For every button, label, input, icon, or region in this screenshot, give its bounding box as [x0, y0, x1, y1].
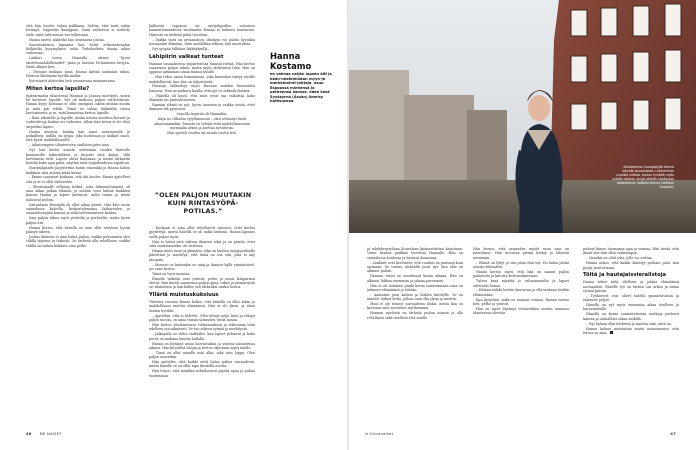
body-paragraph: – Ajatteliin, että ei helvetti. Olen tehnyt nelja lasta ja tehnyt paljon muuta, en anna tämän sairauden viedä minua. — [149, 313, 255, 323]
body-paragraph: Hannan mielestä on tärkeää puhua asiasta ja olla rehellinen sekä itselleen että muille. — [367, 311, 463, 320]
body-paragraph: Hän on myös löytänyt vertaistukea muista samassa tilanteessa olevista. — [473, 307, 569, 316]
right-page-column-1 — [367, 247, 463, 427]
body-paragraph: – Elämä on lyhyt ja sitä pitää elää nyt. En halua jättää asioita tekemättä. — [473, 260, 569, 269]
body-paragraph: Nyt syöpää hillitään lääkityksellä. — [152, 46, 209, 51]
body-paragraph: Hanna on löytänyt uusia harrastuksia ja ystäviä sairautensa aikana. Hän kirjoittaa blogia ja kertoo arjestaan myös muille. — [149, 341, 255, 350]
profile-name-last: Kostamo — [270, 60, 312, 71]
body-paragraph: että hän huolee siihen palkkaan. Selvisi, että tauti onkin levinnyt, loppuikin kumppani. Siinä vaiheessa ei tiedetty vielä, mitä tulevaisuus tuo tullessaan. — [26, 24, 130, 37]
body-paragraph: Hannan sosiaalisessa ympäristössä ihmisiä riittää. Hän kertoo osaavansa paljon tukea, mutta myös jättävänsä tilaa. Hän on oppinut antamaan oman tilansa toisille. — [149, 61, 255, 75]
section-heading: Ylläriä muistuskuksiuus — [149, 292, 219, 299]
body-paragraph: Moni ei ole tiennyt sairaudesta aluksi, mutta hän on kertonut siitä avoimesti myöhemmin. — [367, 302, 463, 311]
body-paragraph: – Muistamalle sellaisia hetkiä, joita lukuunottamatta oli aina aikaa jatkaa elämää, ja mitään voisi laittaa kaikkien kanssa Hanna ja lapset kertoivat, miltä tuntui ja mistä halusivat puhua. — [26, 184, 130, 202]
body-paragraph: – Olemme mukana siinä, Hanna kiittää sairaalan tukea. Hoitoon lähdimme hyvillä mielin. — [26, 69, 130, 79]
body-paragraph: ja tulehduspotilaan Kouvalaan käännettävinä katsotaan. Viime kesänä paikkaa tarvittiin Hannalle. Hän on sairaalassa hoidossa ja hyvässä kunnossa. — [367, 247, 463, 260]
body-paragraph: Hanna mietti, näkeekö hän seuraavaa joulua. — [29, 37, 105, 42]
body-paragraph: Huonoja välituuloja myös Hannan muiden haasteiden lomassa. Niin on mukava kuulla, että nyt on tärkeää ihmisiä. — [149, 84, 255, 93]
body-paragraph: – Onneksi on ollut joku, jolle voi soittaa. — [586, 256, 653, 261]
quote-paragraph: Sancilla liepivää oli Hannahin: — [176, 112, 228, 117]
body-paragraph: Hannan vointi on muuttunut kesän aikana. Hän on alkanut liikkua enemmän ja jaksaa paremmin. — [367, 274, 463, 283]
body-paragraph: Hanna kertoo myös, että hän on saanut paljon palautetta ja kiitosta kertomuksestaan. — [473, 269, 569, 279]
left-page-column-1 — [26, 24, 130, 426]
body-paragraph: – Monesti se kuitenkin on näin ja ihmiset kyllä ymmärtävät, jos vaan kertoo. — [149, 262, 255, 271]
body-paragraph: Hänellä on nyt myös enemmän aikaa itselleen ja harrastuksille. — [583, 303, 679, 312]
profile-bio: ee vaimaa neljän lapsen äiti ja kään-nöstoimiston myyn-ja markkinointi-johtaja. asuu Espoossa miehensä ja perheensä kanssa. edee kesä Syväsyrnä (Ärpän) ilmeisy hultisuussa. — [270, 72, 332, 104]
photo-caption: Aikaisemmin kauppatytöt Hanna kävivät kuvauksissa. Liikkuminen suurisiä viikkoa, tuntuu hyvältä myös syövän aikana. Kuvat otettiin kesäsyssa kotisataman kalliolla Hanna Lahtisen taustalla. — [612, 165, 674, 189]
body-paragraph: Lääkäri totesi Hannalle olevan ”hyvät taistelumahdollisuudet” pään ja luuston leviämiseen liittyen. Hoito alkaisi heti. — [26, 56, 130, 69]
photo-illustration — [349, 0, 696, 233]
section-heading: Miten kertoa lapsille? — [26, 85, 90, 92]
body-paragraph: – Nyt haluan elää hetkessä ja nauttia siitä, mitä on. — [586, 321, 672, 326]
body-paragraph: Hanna tekee töitä edelleen ja jatkaa elämäänsä normaalisti. Hänelle työ on tärkeä osa arkea ja antaa rytmiä päiviin. — [583, 280, 679, 293]
pull-quote: ”OLEN PALJON MUUTAKIN KUIN RINTASYÖPÄ-POTILAS.” — [154, 191, 252, 215]
section-heading: Töitä ja hautajaisvierailstoja — [583, 272, 666, 279]
body-paragraph: Hanna kertoo, että hänellä on aina ollut erityisen hyvää pääsyä tukeen. — [26, 225, 130, 234]
body-paragraph: Hän kertoo, että sairauden myötä moni asia on muuttunut. Hän arvostaa pieniä hetkiä ja läheisiä enemmän. — [473, 247, 569, 260]
body-paragraph: – Koskaan ei aina ollut rehellisesti sanonut, ettei kertoa pyydettyä, mutta hänellä se oli mikä tiedossa. Hanna lapsuus siellä palasi myös. — [149, 226, 255, 239]
body-paragraph: – Ihan aikuisille ja lapsille, koska asioita muuttuu kovasti ja vaihtoehtoja hoidon eri vaiheissa, silloin kun tietoa ei ole ollut tarpeeksi lapset. — [26, 116, 130, 129]
body-paragraph: – Jalkapallo on tullut tärkeäksi, kun lapset pelaavat ja koko perhe on mukana kentän laidalla. — [149, 332, 255, 341]
body-paragraph: Hannan elämä on nyt, hyvin tasainen ja vaikka tietää, ettei ihminen elä pysyvästi. — [149, 103, 255, 112]
body-paragraph: – Työkaverit ovat olleet todella ymmärtäväisiä ja tukeneet paljon. — [583, 293, 679, 303]
body-paragraph: Nyt hän kertoi asiasta seitsemän vuoden ikäiselle kauniaisille kaksoisilleen ja kirjoitti siitä kirjan, sillä kertomista riitti. Lapset olivat kanssaan, ja tuntui tärkeältä heittää koko ajan pitää, näyttää mitä syöpähoidossa tapahtuu. — [26, 148, 130, 166]
body-paragraph: Sairaalassa Hannalla oli ollut aikaa päivät. Hän kävi usein sairaalassa kahvilla, keskustelemassa lääkäreiden ja sairaanhoitajien kanssa ja mitä tulevaisuuteen kuuluu. — [26, 202, 130, 216]
body-paragraph: Hän ajattelee, että kaikki eivät halua puhua sairaudesta, mutta hänelle se on ollut tapa käsitellä asioita. — [149, 360, 255, 369]
body-paragraph: Hän ei halua siitä vahvan ihmisen siksi ja on päivää, ettei siitä sairastamiskin ole tiedossa. — [149, 239, 255, 248]
body-paragraph: – Hän tekee omaa hommaansa, joka kuitenkin siirtyy toisille mahdollisesti, kun hän on tyhjentävää. — [149, 75, 255, 84]
body-paragraph — [583, 327, 679, 336]
portrait-photo — [349, 0, 696, 233]
body-paragraph: Hänelle tärkeää ovat ystävät, perhe ja muut lähipiirissä olevat. Hän kertoi saaneensa paljon apua, tukea ja ymmärrystä eri tilanteissa ja hän kokee sen tärkeäksi osaksi hoitoa. — [149, 276, 255, 290]
body-paragraph: – Emme sanoneet koskaan, että äiti kuolee. Emme ajatelleet sitä ja se ei ollut vaihtoehto. — [26, 175, 130, 184]
body-paragraph: Saavatuksensa tapaama hän heitti erikoissairaalan lääkäriltä kysymyksen: onko Terhokodista tämän aikaa vaiheessa? — [26, 42, 130, 56]
left-page-column-2 — [149, 24, 255, 426]
folio-right-url: is.fi/menaiset — [365, 432, 394, 436]
body-paragraph: Hänellä on kesän suunnitelmissa matkoja perheen kanssa ja rauhallista aikaa mökillä. — [583, 312, 679, 321]
body-paragraph: – Haluan nähdä lasteni kasvavan ja olla mukana heidän elämässään. — [473, 288, 569, 297]
folio-left — [26, 432, 62, 436]
body-paragraph: Tämä on hyvä muistaa. — [152, 271, 191, 276]
body-paragraph: pitänyt hänen huomansa ajan ja voimaa. Hän tietää, että ilman sitä olisi ollut vaikeampaa. — [583, 247, 679, 256]
body-paragraph: Tuleva kesä näyttää jo valoisammalta ja lapset odottavat lomaa. — [473, 279, 569, 288]
body-paragraph: kallioista tapaavat tai sytöpilujoiden voitaessa hanmattomuudesta huolimatta Hanna ei haluaisi hautautua. Hänestä on tärkeää pitää tavoittaa. — [149, 24, 255, 37]
body-paragraph: Epävarmassa tilanteessa Hannaa ja Jannea mietitytti, miten he kertovat lapsille. Nyt oli tiedossa paljon selvitettävää. Hanna kysyi Kostamo ei ollut enempää oikein mitään muuta ja mitä piti tehdä. Tämä on vähän lääkäriltä tietoa kertomisesta ja se, mitä kannattaa kertoa lapsille. — [26, 93, 130, 116]
body-paragraph: Hän toivoo, että muutkin uskaltaisivat pyytää apua ja puhua tunteistaan. — [149, 369, 255, 378]
folio-right — [670, 432, 676, 436]
body-paragraph: Hanna uskoo, että kaikki kääntyy parhain päin, kun pysyy positiivisena. — [583, 261, 679, 270]
body-paragraph: Tulevina vuosina Hanna kokee, että hänellä on ollut aikaa ja mahdollisuus miettiä elämäänsä. Hän ei ole yksin, ja tämä tuntuu hyvältä. — [149, 300, 255, 313]
left-page — [0, 0, 347, 450]
end-mark-icon — [610, 331, 613, 334]
body-paragraph: – Lääkärit ovat kertoneet, että vointini on parempi kuin aiemmin. Se tuntuu tärkeältä juuri nyt, kun arki on alkanut palata. — [367, 260, 463, 274]
profile-name-first: Hanna — [270, 51, 301, 61]
body-paragraph: Hän ei ole halunnut jäädä kotiin sairastamaan vaan on jatkanut elämäänsä ja töitään. — [367, 283, 463, 292]
body-paragraph: – Tämä on ollut minulle uusi alku, eikä vain loppu. Olen paljon muutakin. — [149, 350, 255, 360]
body-paragraph: – Vaikka tauti on arvaamaton, ilmiinen voi palata hyvinkin normaaliin elämään. Näin mielellään tekisin, hän muistuttaa. — [149, 37, 255, 46]
profile-sidebar — [270, 52, 332, 104]
body-paragraph: Hän kertoo aloittaneensa valmennuksen ja tekevänsä töitä edelleen osa-aikaisesti. Se tuo arkeen rytmiä ja merkitystä. — [149, 322, 255, 332]
body-paragraph: Sytostaatit aloitettiin heti seuraavana maanantaina. — [29, 79, 116, 84]
right-page — [349, 0, 696, 450]
body-paragraph: Kun kysytään, mikä on antanut voimaa, Hanna vastaa heti: perhe ja ystävät. — [473, 297, 569, 307]
right-page-column-2 — [473, 247, 569, 427]
quote-paragraph: Käyn ne tilkoista sytyttanmuun – olen selvinnyt tästä aikaisemminkin. Parasta on tyttäät ettäi mahdollisuutena normaalia arkea ja asettaa tavoitteita. — [154, 117, 250, 130]
quote-paragraph: Hän ajatteli vuoden tai monta vuotta sitä. — [167, 130, 237, 135]
body-paragraph: Hanna myös tunsi ja ymmärsi, joka on kuuluu syöpäpotilaalle päivittäin ja mietittyä, että tämä on osa sitä, joka ei näy ulospäin. — [149, 248, 255, 262]
body-paragraph: Syntymäpäivät järjestettiin kuten ennenkin ja Hanna halusi kaikkien siitä arjesta pitää kiinni. — [26, 166, 130, 175]
page-number: 46 — [26, 432, 32, 436]
body-paragraph-text: Hanna haluaa muistuttaa muita sairastuneita, että toivoa on aina. — [583, 326, 679, 335]
body-paragraph: – Aikuisempien tilanteeseen sisältäen juttu aina. — [29, 143, 110, 148]
magazine-name: ME NAISET — [39, 432, 62, 436]
section-heading: Lähipiirin vaikeat tunteet — [149, 53, 224, 60]
body-paragraph: Hanna muistaa, kuinka hän sanoi nuorimmalle ja poikalleen: äidillä on syöpä, joka hoidetaan ja lääkäri sanoi, että hyvät mahdollisuudet. — [26, 129, 130, 143]
body-paragraph: – Hänellä oli kuuti, että asiat eivät saa vaikuttaa koko elämään tai parisuhteeseen. — [149, 93, 255, 103]
body-paragraph: – Aamuisin juon kahvin ja lähden kävelylle. Se on minulle tärkeä hetki, jolloin saan olla yksin ja miettiä. — [367, 292, 463, 302]
body-paragraph: Joskus ihminen ei aina halua puhua, vaikka puhuminen olisi välillä tarpeen ja tärkeää. On tärkeää olla rehellinen, vaikka välillä on vaikea kohdata oma pelko. — [26, 234, 130, 248]
right-page-column-3 — [583, 247, 679, 427]
page-number: 47 — [670, 432, 676, 436]
body-paragraph: Sain paljon tukea myös ystäviltä ja perheeltä, mutta hyvin paljon itse. — [26, 216, 130, 225]
